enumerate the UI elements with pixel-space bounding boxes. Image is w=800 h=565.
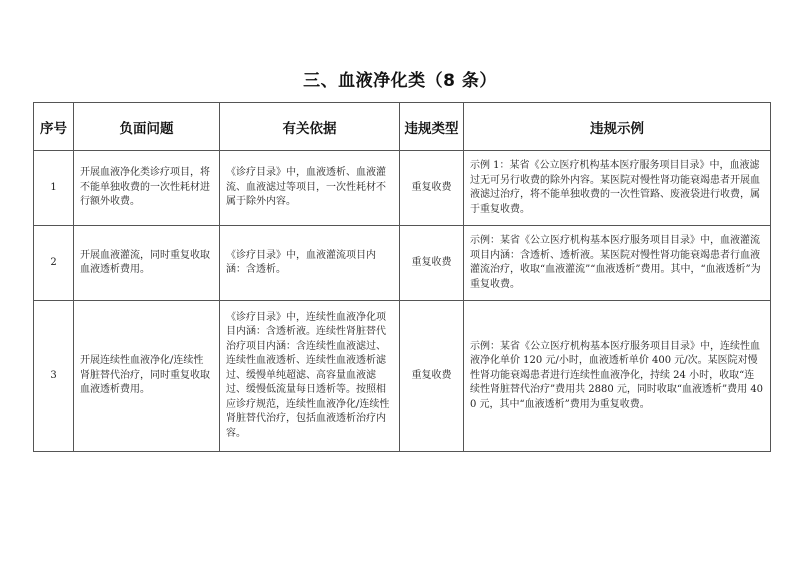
row-violation-type: 重复收费 bbox=[400, 226, 464, 301]
row-example: 示例：某省《公立医疗机构基本医疗服务项目目录》中，血液灌流项目内涵：含透析、透析液。某医院对慢性肾功能衰竭患者行血液灌流治疗，收取“血液灌流”“血液透析”费用。其中，“血液透析”为重复收费。 bbox=[464, 226, 771, 301]
row-basis: 《诊疗目录》中，血液透析、血液灌流、血液滤过等项目，一次性耗材不属于除外内容。 bbox=[220, 151, 400, 226]
row-number: 3 bbox=[34, 301, 74, 452]
row-issue: 开展连续性血液净化/连续性肾脏替代治疗，同时重复收取血液透析费用。 bbox=[74, 301, 220, 452]
row-number: 1 bbox=[34, 151, 74, 226]
row-example: 示例 1：某省《公立医疗机构基本医疗服务项目目录》中，血液滤过无可另行收费的除外内容。某医院对慢性肾功能衰竭患者开展血液滤过治疗，将不能单独收费的一次性管路、废液袋进行收费，属于重复收费。 bbox=[464, 151, 771, 226]
header-no: 序号 bbox=[34, 103, 74, 151]
table-row bbox=[34, 226, 771, 301]
header-basis: 有关依据 bbox=[220, 103, 400, 151]
violations-table bbox=[33, 102, 771, 452]
row-number: 2 bbox=[34, 226, 74, 301]
table-row bbox=[34, 301, 771, 452]
row-issue: 开展血液灌流，同时重复收取血液透析费用。 bbox=[74, 226, 220, 301]
row-violation-type: 重复收费 bbox=[400, 151, 464, 226]
header-issue: 负面问题 bbox=[74, 103, 220, 151]
section-title: 三、血液净化类（8 条） bbox=[303, 71, 497, 91]
table-header-row bbox=[34, 103, 771, 151]
header-type: 违规类型 bbox=[400, 103, 464, 151]
row-issue: 开展血液净化类诊疗项目，将不能单独收费的一次性耗材进行额外收费。 bbox=[74, 151, 220, 226]
row-basis: 《诊疗目录》中，血液灌流项目内涵：含透析。 bbox=[220, 226, 400, 301]
row-example: 示例：某省《公立医疗机构基本医疗服务项目目录》中，连续性血液净化单价 120 元/小时，血液透析单价 400 元/次。某医院对慢性肾功能衰竭患者进行连续性血液净化，持续 24 小时，收取“连续性肾脏替代治疗”费用共 2880 元，同时收取“血液透析”费用 400 元，其中“血液透析”费用为重复收费。 bbox=[464, 301, 771, 452]
header-example: 违规示例 bbox=[464, 103, 771, 151]
row-violation-type: 重复收费 bbox=[400, 301, 464, 452]
row-basis: 《诊疗目录》中，连续性血液净化项目内涵：含透析液。连续性肾脏替代治疗项目内涵：含连续性血液滤过、连续性血液透析、连续性血液透析滤过、缓慢单纯超滤、高容量血液滤过、缓慢低流量每日透析等。按照相应诊疗规范，连续性血液净化/连续性肾脏替代治疗，包括血液透析治疗内容。 bbox=[220, 301, 400, 452]
table-row bbox=[34, 151, 771, 226]
